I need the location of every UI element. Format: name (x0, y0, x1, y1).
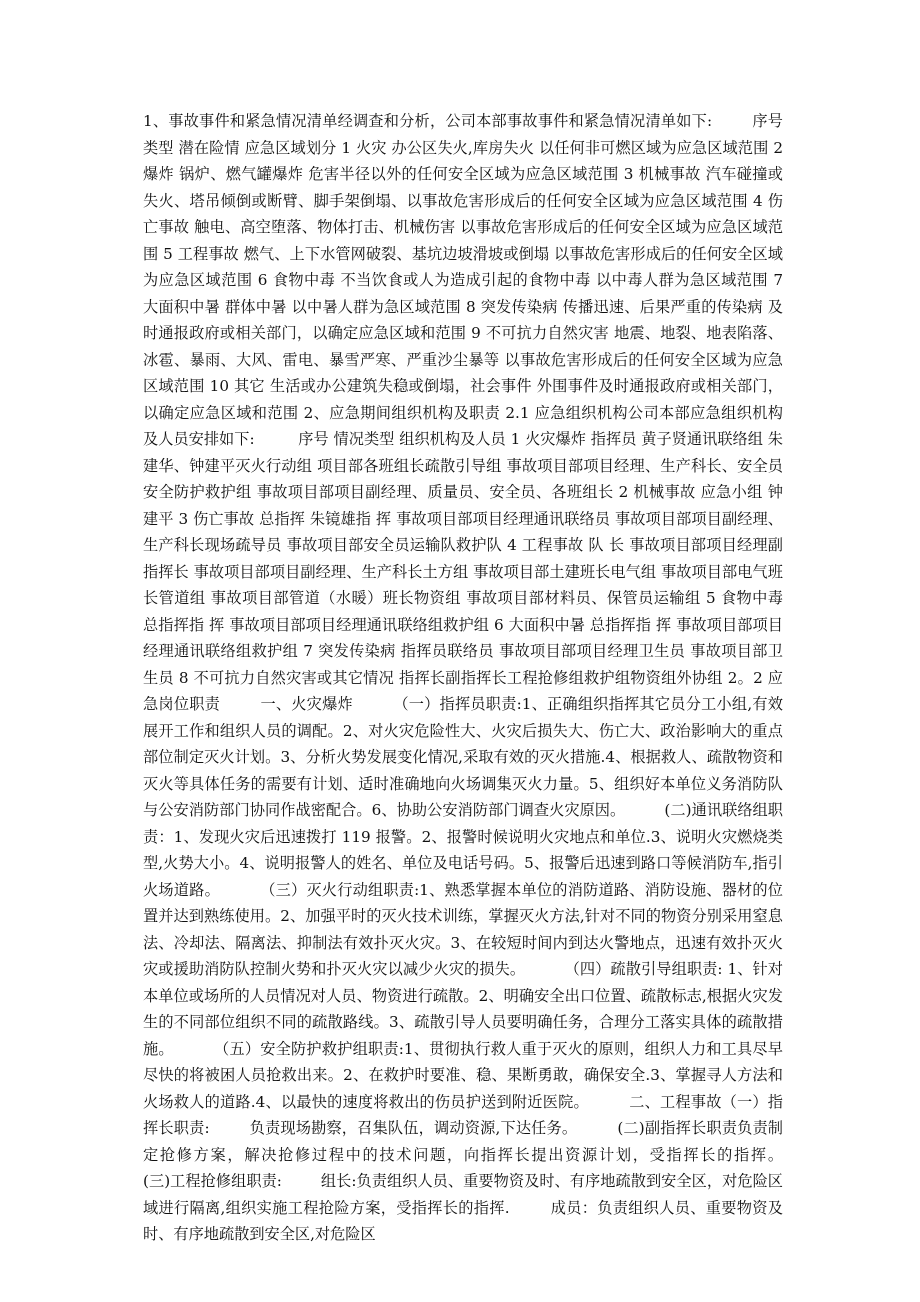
document-body-text: 1、事故事件和紧急情况清单经调查和分析，公司本部事故事件和紧急情况清单如下: 序号 类型 潜在险情 应急区域划分 1 火灾 办公区失火,库房失火 以任何非可燃区域为应急区域范围 2 爆炸 锅炉、燃气罐爆炸 危害半径以外的任何安全区域为应急区域范围 3 机械事故 汽车碰撞或失火、塔吊倾倒或断臂、脚手架倒塌、以事故危害形成后的任何安全区域为应急区域范围 4 伤亡事故 触电、高空堕落、物体打击、机械伤害 以事故危害形成后的任何安全区域为应急区域范围 5 工程事故 燃气、上下水管网破裂、基坑边坡滑坡或倒塌 以事故危害形成后的任何安全区域为应急区域范围 6 食物中毒 不当饮食或人为造成引起的食物中毒 以中毒人群为急区域范围 7 大面积中暑 群体中暑 以中暑人群为急区域范围 8 突发传染病 传播迅速、后果严重的传染病 及时通报政府或相关部门，以确定应急区域和范围 9 不可抗力自然灾害 地震、地裂、地表陷落、冰雹、暴雨、大风、雷电、暴雪严寒、严重沙尘暴等 以事故危害形成后的任何安全区域为应急区域范围 10 其它 生活或办公建筑失稳或倒塌，社会事件 外围事件及时通报政府或相关部门，以确定应急区域和范围 2、应急期间组织机构及职责 2.1 应急组织机构公司本部应急组织机构及人员安排如下: 序号 情况类型 组织机构及人员 1 火灾爆炸 指挥员 黄子贤通讯联络组 朱建华、钟建平灭火行动组 项目部各班组长疏散引导组 事故项目部项目经理、生产科长、安全员安全防护救护组 事故项目部项目副经理、质量员、安全员、各班组长 2 机械事故 应急小组 钟建平 3 伤亡事故 总指挥 朱镜雄指 挥 事故项目部项目经理通讯联络员 事故项目部项目副经理、生产科长现场疏导员 事故项目部安全员运输队救护队 4 工程事故 队 长 事故项目部项目经理副指挥长 事故项目部项目副经理、生产科长土方组 事故项目部土建班长电气组 事故项目部电气班长管道组 事故项目部管道（水暖）班长物资组 事故项目部材料员、保管员运输组 5 食物中毒 总指挥指 挥 事故项目部项目经理通讯联络组救护组 6 大面积中暑 总指挥指 挥 事故项目部项目经理通讯联络组救护组 7 突发传染病 指挥员联络员 事故项目部项目经理卫生员 事故项目部卫生员 8 不可抗力自然灾害或其它情况 指挥长副指挥长工程抢修组救护组物资组外协组 2。2 应急岗位职责 一、火灾爆炸 （一）指挥员职责:1、正确组织指挥其它员分工小组,有效展开工作和组织人员的调配。2、对火灾危险性大、火灾后损失大、伤亡大、政治影响大的重点部位制定灭火计划。3、分析火势发展变化情况,采取有效的灭火措施.4、根据救人、疏散物资和灭火等具体任务的需要有计划、适时准确地向火场调集灭火力量。5、组织好本单位义务消防队与公安消防部门协同作战密配合。6、协助公安消防部门调查火灾原因。 (二)通讯联络组职责：1、发现火灾后迅速拨打 119 报警。2、报警时候说明火灾地点和单位.3、说明火灾燃烧类型,火势大小。4、说明报警人的姓名、单位及电话号码。5、报警后迅速到路口等候消防车,指引火场道路。 （三）灭火行动组职责:1、熟悉掌握本单位的消防道路、消防设施、器材的位置并达到熟练使用。2、加强平时的灭火技术训练，掌握灭火方法,针对不同的物资分别采用窒息法、冷却法、隔离法、抑制法有效扑灭火灾。3、在较短时间内到达火警地点，迅速有效扑灭火灾或援助消防队控制火势和扑灭火灾以减少火灾的损失。 （四）疏散引导组职责: 1、针对本单位或场所的人员情况对人员、物资进行疏散。2、明确安全出口位置、疏散标志,根据火灾发生的不同部位组织不同的疏散路线。3、疏散引导人员要明确任务，合理分工落实具体的疏散措施。 （五）安全防护救护组职责:1、贯彻执行救人重于灭火的原则，组织人力和工具尽早尽快的将被困人员抢救出来。2、在救护时要准、稳、果断勇敢，确保安全.3、掌握寻人方法和火场救人的道路.4、以最快的速度将救出的伤员护送到附近医院。 二、工程事故（一）指挥长职责: 负责现场勘察，召集队伍，调动资源,下达任务。 (二)副指挥长职责负责制定抢修方案，解决抢修过程中的技术问题，向指挥长提出资源计划，受指挥长的指挥。 (三)工程抢修组职责: 组长:负责组织人员、重要物资及时、有序地疏散到安全区，对危险区域进行隔离,组织实施工程抢险方案，受指挥长的指挥. 成员：负责组织人员、重要物资及时、有序地疏散到安全区,对危险区 (143, 112, 822, 1243)
document-page (143, 108, 822, 1248)
